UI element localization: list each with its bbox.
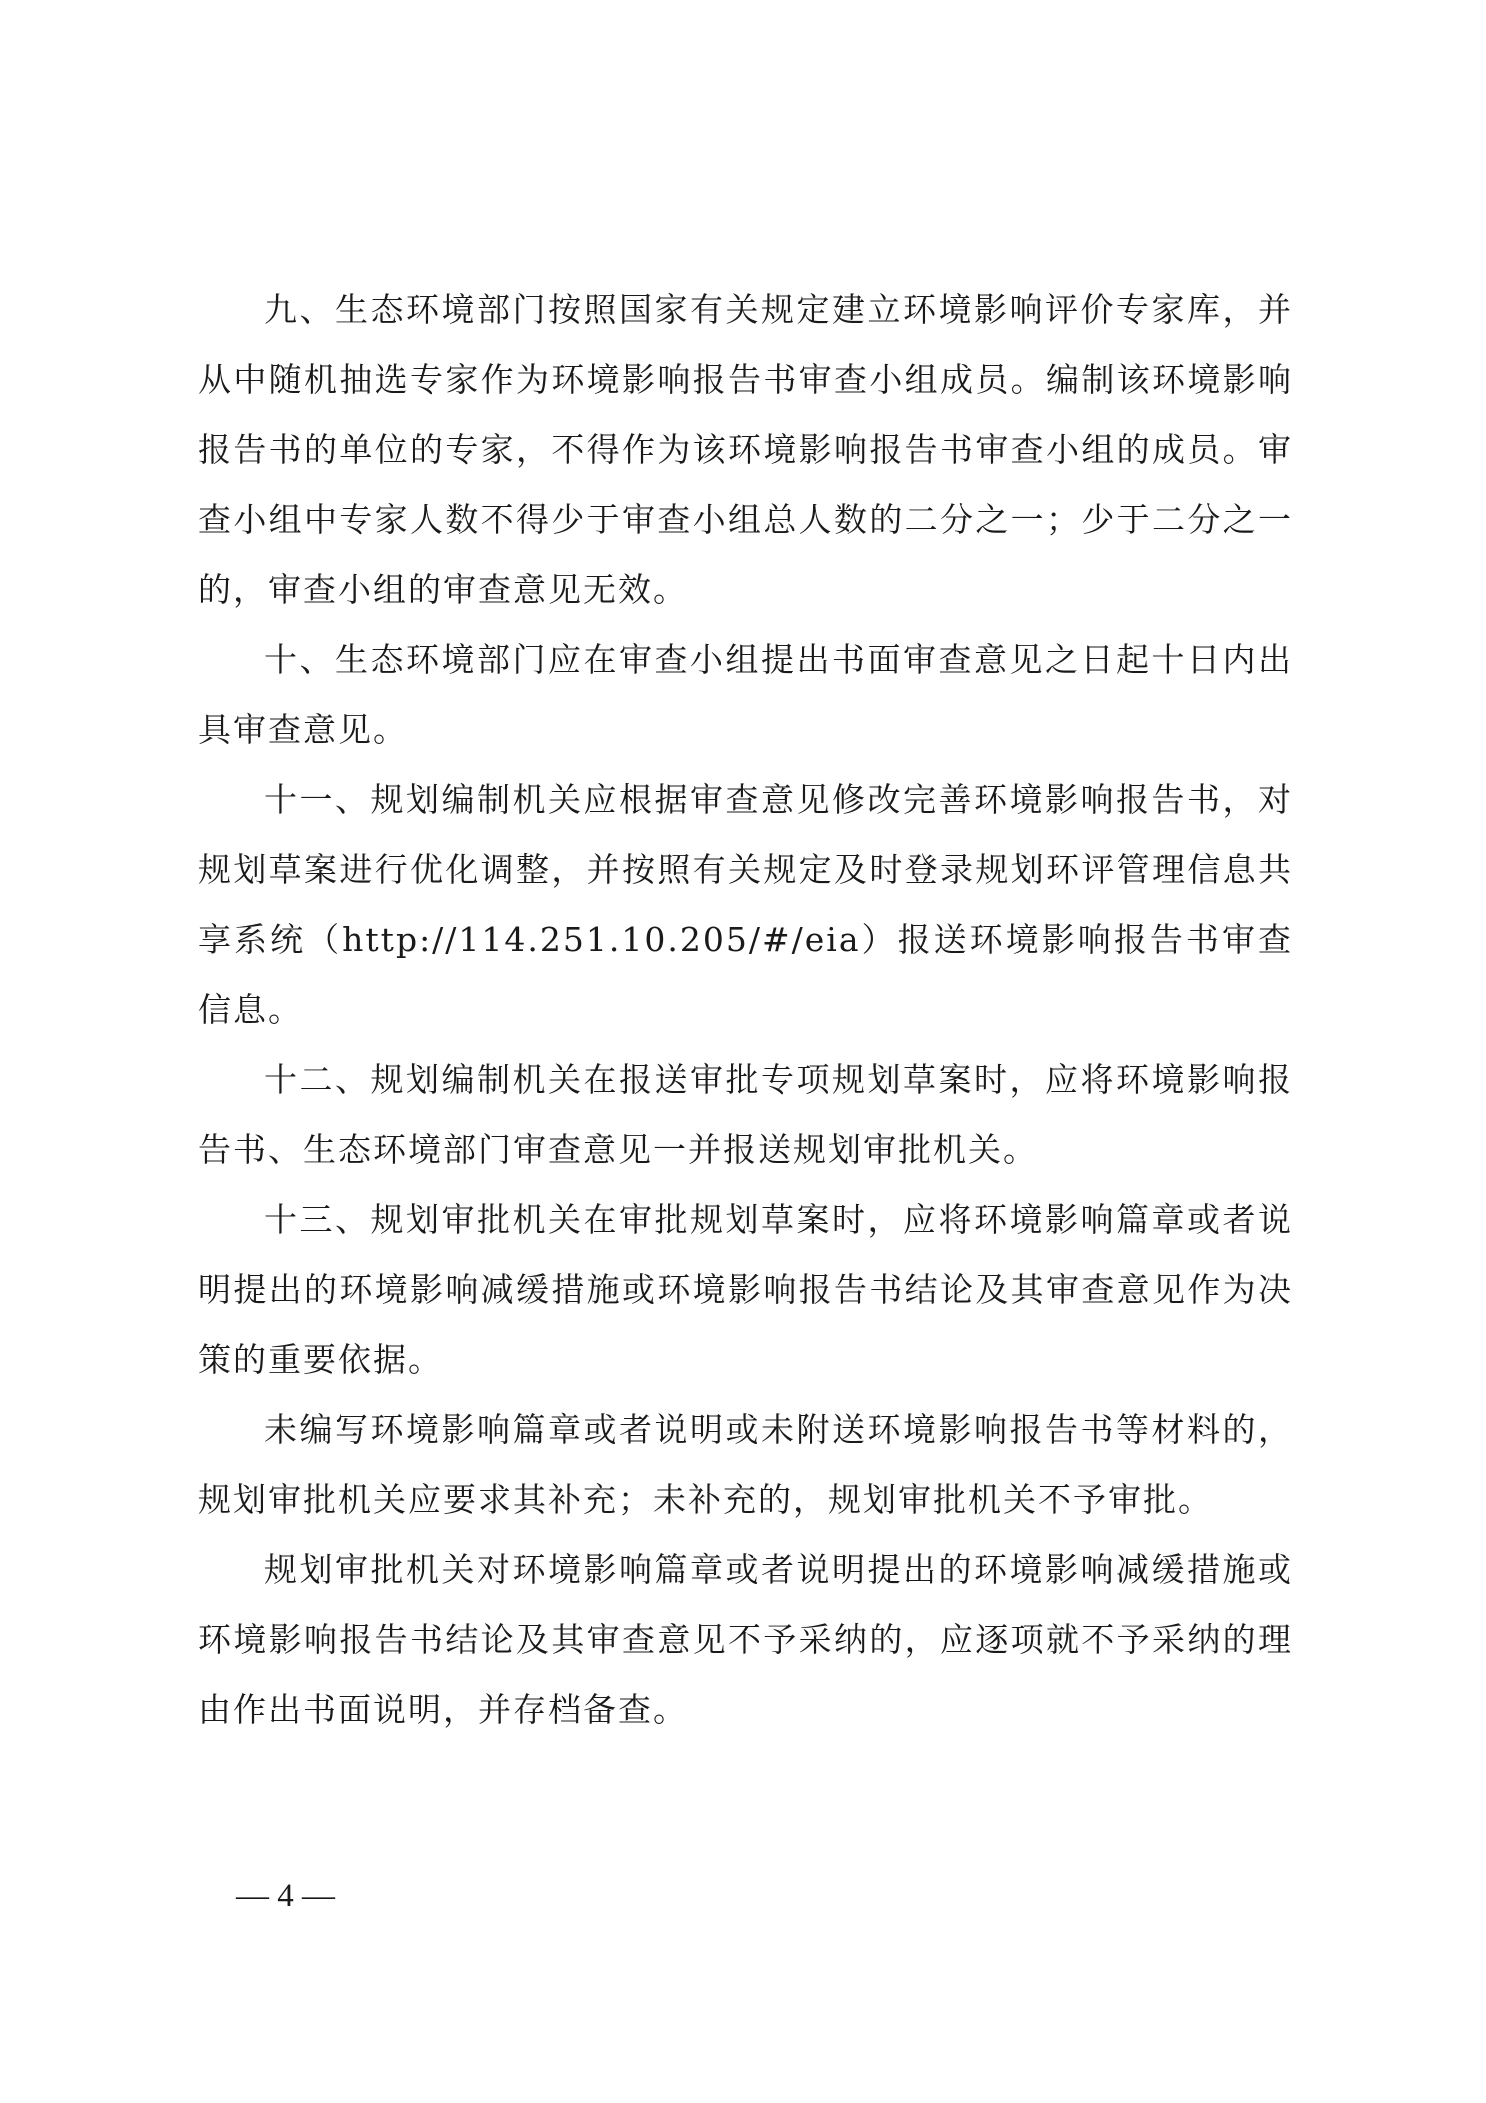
paragraph-9-expert-library: 九、生态环境部门按照国家有关规定建立环境影响评价专家库，并从中随机抽选专家作为环境影响报告书审查小组成员。编制该环境影响报告书的单位的专家，不得作为该环境影响报告书审查小组的成员。审查小组中专家人数不得少于审查小组总人数的二分之一；少于二分之一的，审查小组的审查意见无效。 <box>198 290 1293 609</box>
page-number: — 4 — <box>236 1878 335 1914</box>
paragraph-missing-materials: 未编写环境影响篇章或者说明或未附送环境影响报告书等材料的，规划审批机关应要求其补充；未补充的，规划审批机关不予审批。 <box>198 1410 1293 1519</box>
paragraph-10-review-deadline: 十、生态环境部门应在审查小组提出书面审查意见之日起十日内出具审查意见。 <box>198 640 1293 749</box>
paragraph-12-submission: 十二、规划编制机关在报送审批专项规划草案时，应将环境影响报告书、生态环境部门审查意见一并报送规划审批机关。 <box>198 1060 1293 1169</box>
document-body <box>198 275 1293 1745</box>
paragraph-non-adoption: 规划审批机关对环境影响篇章或者说明提出的环境影响减缓措施或环境影响报告书结论及其审查意见不予采纳的，应逐项就不予采纳的理由作出书面说明，并存档备查。 <box>198 1550 1293 1729</box>
paragraph-13-decision-basis: 十三、规划审批机关在审批规划草案时，应将环境影响篇章或者说明提出的环境影响减缓措施或环境影响报告书结论及其审查意见作为决策的重要依据。 <box>198 1200 1293 1379</box>
paragraph-11-revision-and-reporting: 十一、规划编制机关应根据审查意见修改完善环境影响报告书，对规划草案进行优化调整，并按照有关规定及时登录规划环评管理信息共享系统（http://114.251.10.205/#/eia）报送环境影响报告书审查信息。 <box>198 780 1293 1029</box>
